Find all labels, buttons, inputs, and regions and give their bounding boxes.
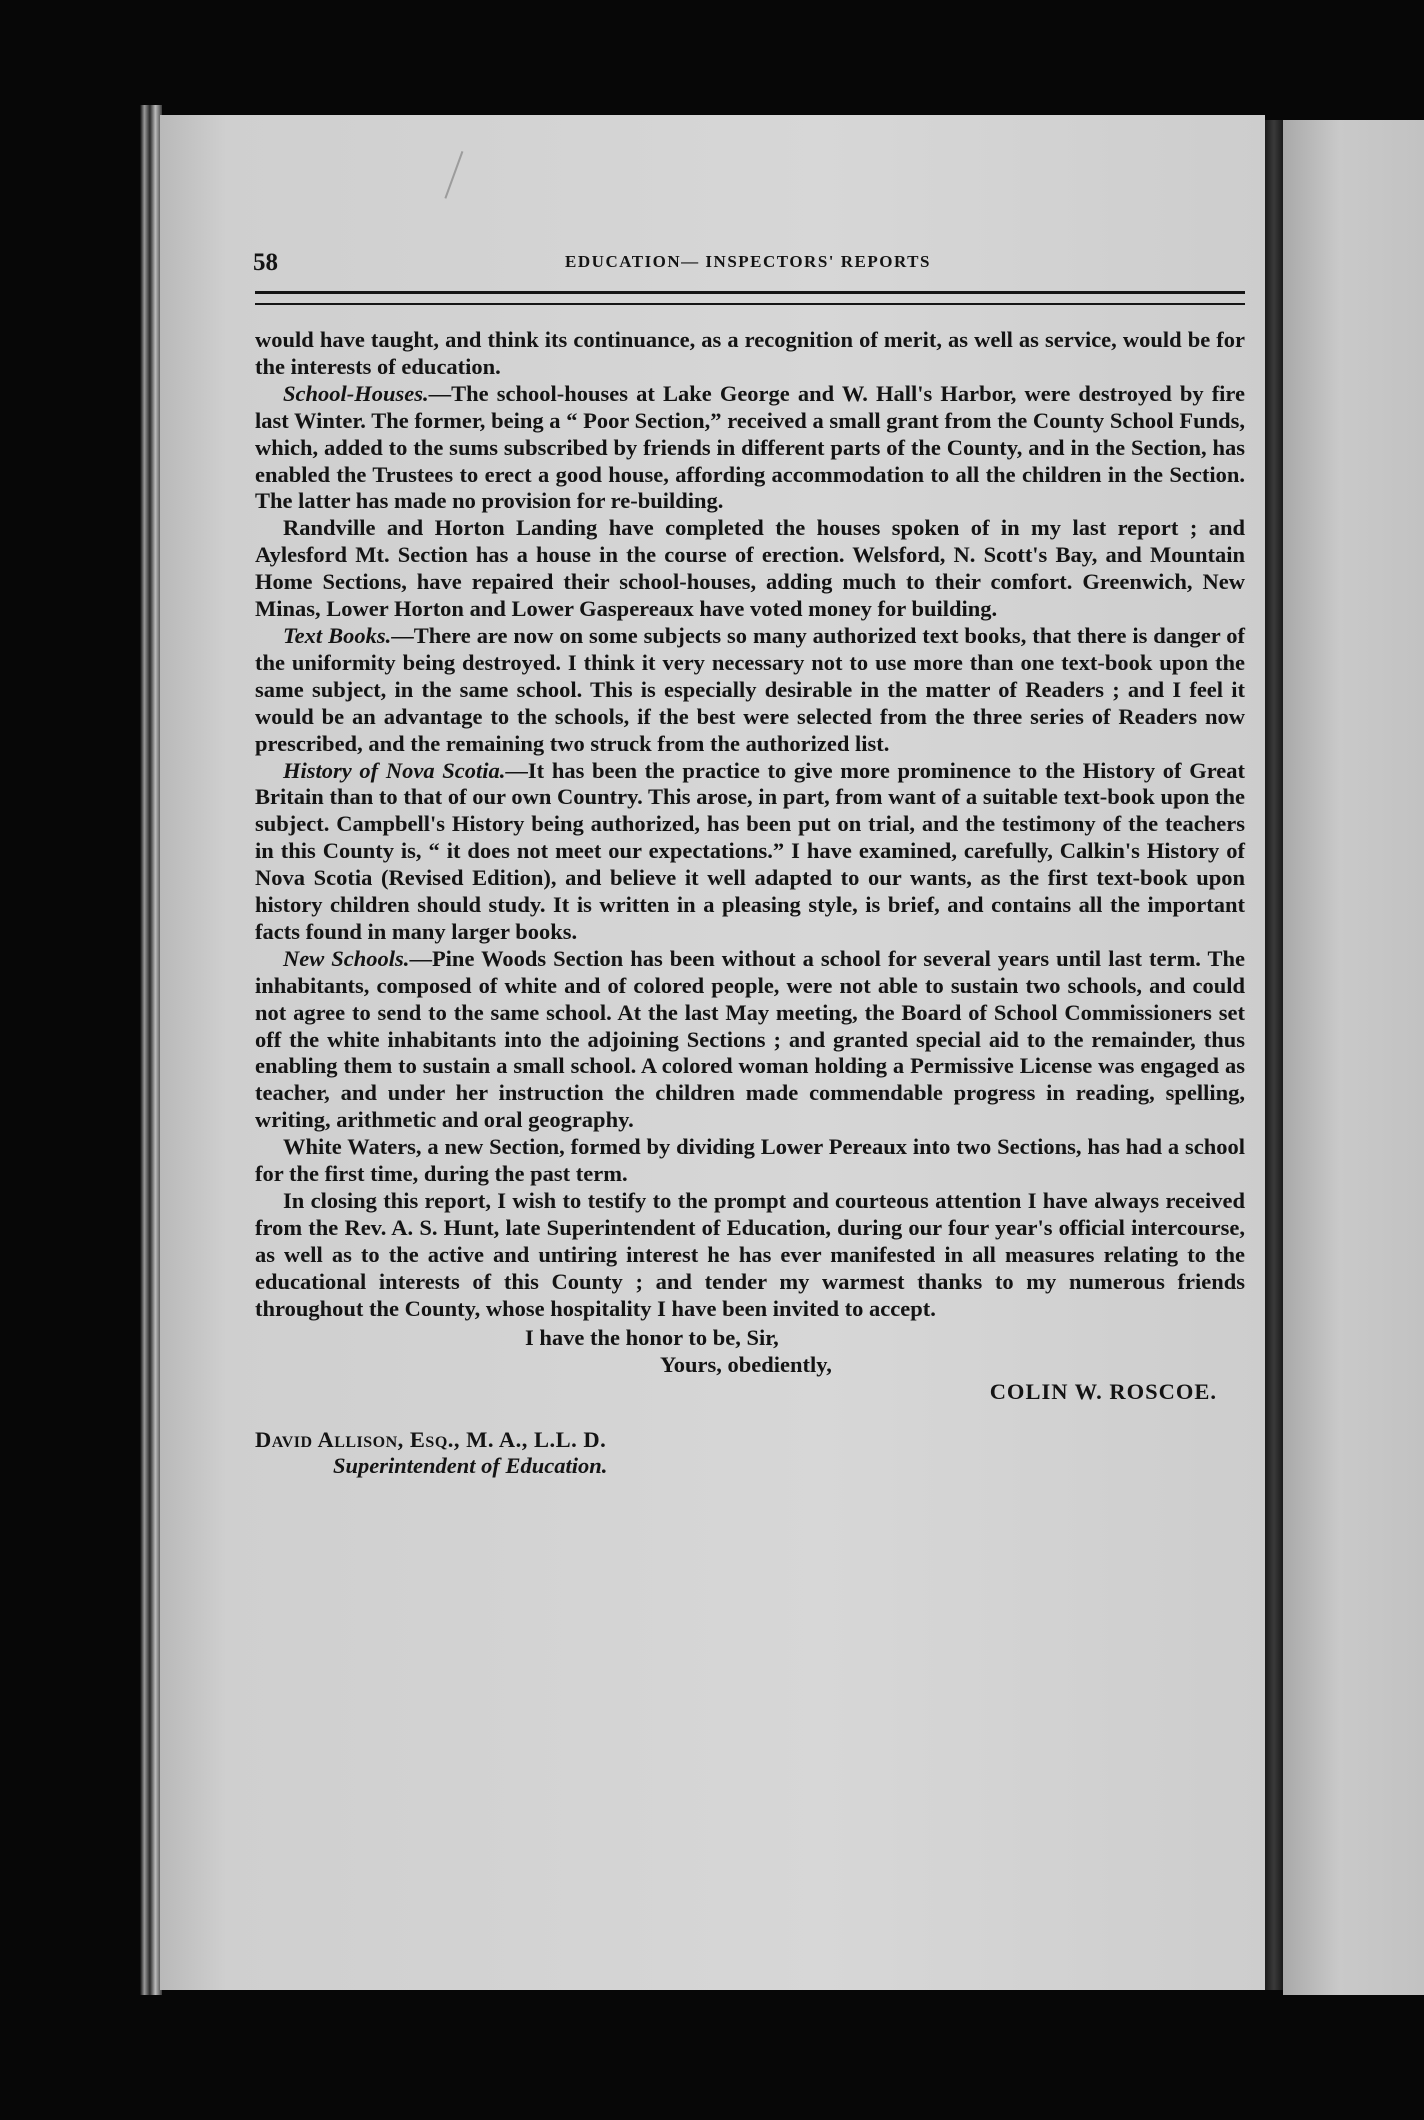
section-heading: New Schools.	[283, 945, 410, 971]
closing-line: I have the honor to be, Sir,	[525, 1324, 779, 1350]
book-binding-edge	[140, 105, 162, 1995]
paragraph-text: would have taught, and think its continuance, as a recognition of merit, as well as service, would be for the interests of education.	[255, 327, 1245, 379]
closing-line: Yours, obediently,	[660, 1351, 832, 1377]
body-text	[255, 327, 1245, 1480]
paragraph	[255, 1134, 1245, 1188]
document-page	[160, 115, 1265, 1990]
paragraph	[255, 758, 1245, 946]
paragraph	[255, 381, 1245, 516]
section-heading: School-Houses.	[283, 380, 429, 406]
running-head: EDUCATION— INSPECTORS' REPORTS	[565, 252, 931, 271]
paragraph-text: —It has been the practice to give more prominence to the History of Great Britain than to that of our own Country. This arose, in part, from want of a suitable text-book upon the subject. Campbell's History being authorized, has been put on trial, and the testimony of the teachers in this County is, “ it does not meet our expectations.” I have examined, carefully, Calkin's History of Nova Scotia (Revised Edition), and believe it well adapted to our wants, as the first text-book upon history children should study. It is written in a pleasing style, is brief, and contains all the important facts found in many larger books.	[255, 757, 1246, 944]
paragraph-text: Randville and Horton Landing have completed the houses spoken of in my last report ; and Aylesford Mt. Section has a house in the course of erection. Welsford, N. Scott's Bay, and Mountain Home Sections, have repaired their school-houses, adding much to their comfort. Greenwich, New Minas, Lower Horton and Lower Gaspereaux have voted money for building.	[255, 515, 1245, 622]
addressee-title: Superintendent of Education.	[333, 1453, 608, 1479]
section-heading: Text Books.	[283, 622, 392, 648]
page-header	[253, 249, 1243, 279]
paragraph-text: In closing this report, I wish to testify to the prompt and courteous attention I have always received from the Rev. A. S. Hunt, late Superintendent of Education, during our four year's official intercourse, as well as to the active and untiring interest he has ever manifested in all measures relating to the educational interests of this County ; and tender my warmest thanks to my numerous friends throughout the County, whose hospitality I have been invited to accept.	[255, 1188, 1245, 1321]
paragraph-text: —The school-houses at Lake George and W. Hall's Harbor, were destroyed by fire last Winter. The former, being a “ Poor Section,” received a small grant from the County School Funds, which, added to the sums subscribed by friends in different parts of the County, and in the Section, has enabled the Trustees to erect a good house, affording accommodation to all the children in the Section. The latter has made no provision for re-building.	[255, 380, 1245, 514]
paragraph	[255, 623, 1245, 758]
paragraph	[255, 946, 1245, 1134]
addressee-block	[255, 1427, 1245, 1481]
paragraph-text: —There are now on some subjects so many authorized text books, that there is danger of the uniformity being destroyed. I think it very necessary not to use more than one text-book upon the same subject, in the same school. This is especially desirable in the matter of Readers ; and I feel it would be an advantage to the schools, if the best were selected from the three series of Readers now prescribed, and the remaining two struck from the authorized list.	[255, 622, 1245, 756]
paragraph	[255, 515, 1245, 623]
signature: COLIN W. ROSCOE.	[989, 1378, 1217, 1404]
paragraph-text: White Waters, a new Section, formed by dividing Lower Pereaux into two Sections, has had a school for the first time, during the past term.	[255, 1134, 1245, 1187]
header-rule	[255, 291, 1245, 305]
ink-mark	[444, 151, 491, 209]
facing-page-edge	[1283, 120, 1424, 1995]
paragraph	[255, 327, 1245, 381]
addressee-name: David Allison, Esq., M. A., L.L. D.	[255, 1426, 607, 1452]
closing-block	[255, 1325, 1245, 1433]
paragraph-text: —Pine Woods Section has been without a school for several years until last term. The inhabitants, composed of white and of colored people, were not able to sustain two schools, and could not agree to send to the same school. At the last May meeting, the Board of School Commissioners set off the white inhabitants into the adjoining Sections ; and granted special aid to the remainder, thus enabling them to sustain a small school. A colored woman holding a Permissive License was engaged as teacher, and under her instruction the children made commendable progress in reading, spelling, writing, arithmetic and oral geography.	[255, 945, 1245, 1133]
section-heading: History of Nova Scotia.	[283, 757, 506, 783]
page-gutter	[1265, 120, 1283, 1990]
page-number: 58	[253, 249, 278, 276]
paragraph	[255, 1188, 1245, 1323]
